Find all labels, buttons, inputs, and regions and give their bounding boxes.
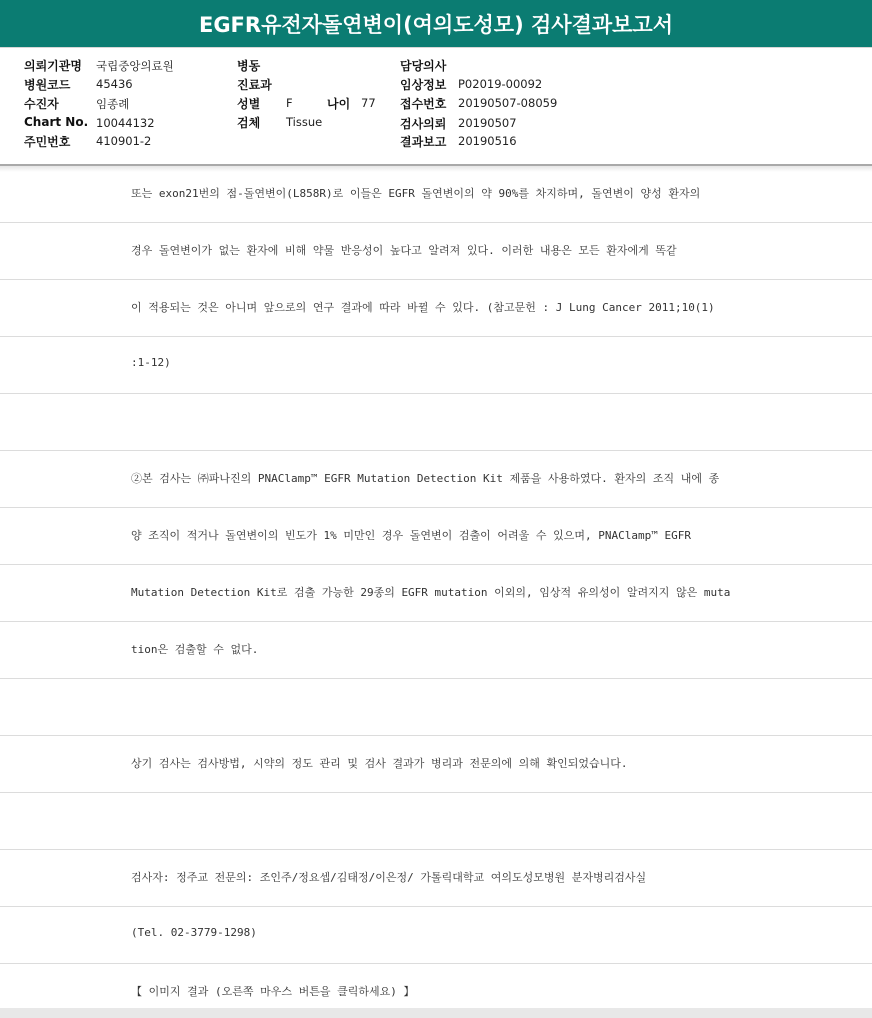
report-line: 상기 검사는 검사방법, 시약의 정도 관리 및 검사 결과가 병리과 전문의에 의해 확인되었습니다.	[131, 757, 628, 770]
patient-value: 임종례	[96, 97, 130, 111]
report-row	[0, 850, 872, 907]
report-row	[0, 223, 872, 280]
sex-label: 성별	[237, 97, 261, 111]
patient-info-panel	[0, 48, 872, 166]
report-line: (Tel. 02-3779-1298)	[131, 926, 257, 939]
report-title-bar	[0, 0, 872, 48]
image-result-link[interactable]: 【 이미지 결과 (오른쪽 마우스 버튼을 클릭하세요) 】	[131, 985, 415, 998]
report-line: 경우 돌연변이가 없는 환자에 비해 약물 반응성이 높다고 알려져 있다. 이러한 내용은 모든 환자에게 똑같	[131, 244, 677, 257]
department-label: 진료과	[237, 78, 272, 92]
result-report-label: 결과보고	[400, 135, 447, 149]
report-title: EGFR유전자돌연변이(여의도성모) 검사결과보고서	[198, 12, 674, 37]
report-row	[0, 736, 872, 793]
receipt-no-value: 20190507-08059	[458, 96, 558, 110]
report-line: ②본 검사는 ㈜파나진의 PNAClamp™ EGFR Mutation Detection Kit 제품을 사용하였다. 환자의 조직 내에 종	[131, 472, 720, 485]
report-line: 검사자: 정주교 전문의: 조인주/정요셉/김태정/이은정/ 가톨릭대학교 여의도성모병원 분자병리검사실	[131, 871, 647, 884]
resident-no-value: 410901-2	[96, 134, 152, 148]
patient-label: 수진자	[24, 97, 59, 111]
report-row	[0, 394, 872, 451]
institution-label: 의뢰기관명	[24, 59, 82, 73]
receipt-no-label: 접수번호	[400, 97, 447, 111]
report-line: :1-12)	[131, 356, 171, 369]
report-row	[0, 166, 872, 223]
sex-value: F	[286, 96, 293, 110]
institution-value: 국립중앙의료원	[96, 59, 174, 73]
report-row	[0, 565, 872, 622]
bottom-strip	[0, 1008, 872, 1018]
report-line: 이 적용되는 것은 아니며 앞으로의 연구 결과에 따라 바뀔 수 있다. (참고문헌 : J Lung Cancer 2011;10(1)	[131, 301, 715, 314]
chart-no-value: 10044132	[96, 116, 155, 130]
report-row	[0, 622, 872, 679]
doctor-label: 담당의사	[400, 59, 447, 73]
report-line: 또는 exon21번의 점-돌연변이(L858R)로 이들은 EGFR 돌연변이의 약 90%를 차지하며, 돌연변이 양성 환자의	[131, 187, 701, 200]
resident-no-label: 주민번호	[24, 135, 71, 149]
report-row	[0, 451, 872, 508]
image-result-row[interactable]	[0, 964, 872, 1008]
test-request-value: 20190507	[458, 116, 517, 130]
ward-label: 병동	[237, 59, 261, 73]
clinical-info-label: 임상정보	[400, 78, 447, 92]
report-row	[0, 508, 872, 565]
specimen-value: Tissue	[286, 115, 323, 129]
report-line: 양 조직이 적거나 돌연변이의 빈도가 1% 미만인 경우 돌연변이 검출이 어려울 수 있으며, PNAClamp™ EGFR	[131, 529, 691, 542]
report-line: tion은 검출할 수 없다.	[131, 643, 259, 656]
age-label: 나이	[327, 97, 351, 111]
result-report-value: 20190516	[458, 134, 517, 148]
report-line: Mutation Detection Kit로 검출 가능한 29종의 EGFR mutation 이외의, 임상적 유의성이 알려지지 않은 muta	[131, 586, 731, 599]
report-row	[0, 793, 872, 850]
report-row	[0, 907, 872, 964]
clinical-info-value: P02019-00092	[458, 77, 543, 91]
chart-no-label: Chart No.	[24, 115, 89, 129]
hospital-code-value: 45436	[96, 77, 133, 91]
specimen-label: 검체	[237, 116, 261, 130]
report-row	[0, 280, 872, 337]
test-request-label: 검사의뢰	[400, 117, 447, 131]
age-value: 77	[361, 96, 376, 110]
hospital-code-label: 병원코드	[24, 78, 71, 92]
report-row	[0, 679, 872, 736]
report-row	[0, 337, 872, 394]
